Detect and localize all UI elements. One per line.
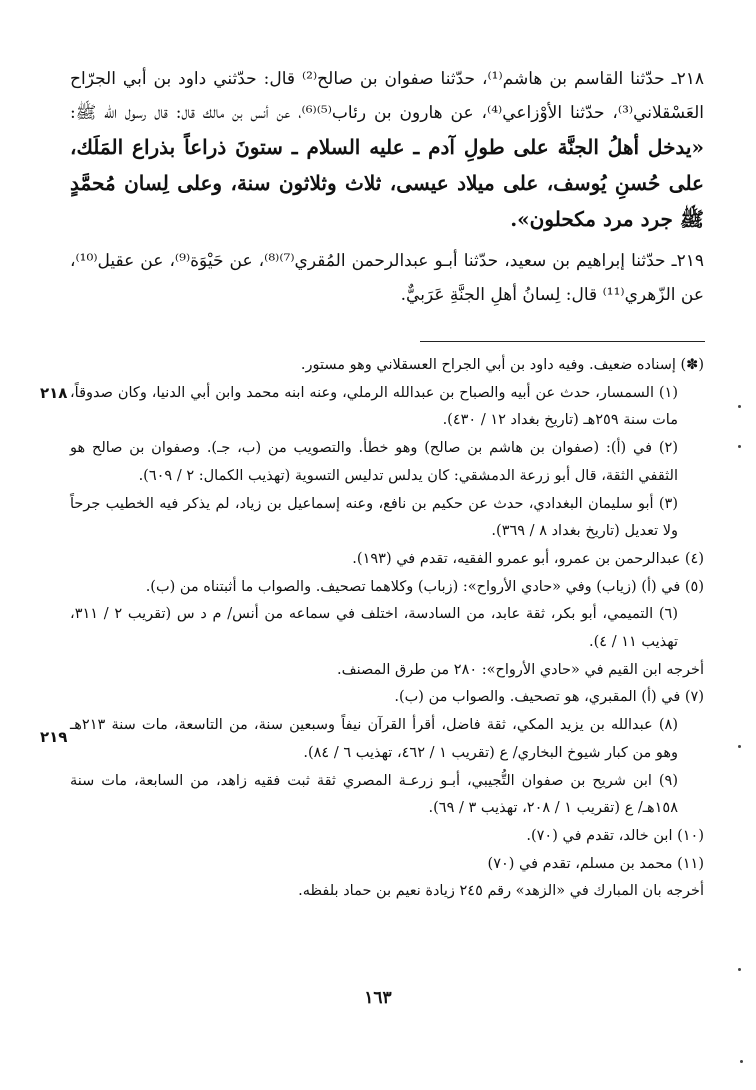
hadith-218 (70, 62, 704, 238)
scan-speck (738, 405, 741, 408)
margin-ref-219: ٢١٩ (40, 728, 68, 746)
footnote-6: (٦) التميمي، أبو بكر، ثقة عابد، من السادسة، اختلف في سماعه من أنس/ م د س (تقريب ٢ / ٣١١، تهذيب ١١ / ٤). (70, 606, 678, 651)
main-text (70, 62, 704, 318)
footnote-star: (✽) إسناده ضعيف. وفيه داود بن أبي الجراح العسقلاني وهو مستور. (300, 357, 704, 373)
takhrij-218: أخرجه ابن القيم في «حادي الأرواح»: ٢٨٠ من طرق المصنف. (336, 661, 704, 678)
page-number: ١٦٣ (364, 988, 392, 1008)
margin-ref-218: ٢١٨ (40, 384, 68, 402)
hadith-219: ٢١٩ـ حدّثنا إبراهيم بن سعيد، حدّثنا أبـو عبدالرحمن المُقري⁽⁷⁾⁽⁸⁾، عن حَيْوَة⁽⁹⁾، عن عقيل⁽¹⁰⁾، عن الزّهري⁽¹¹⁾ قال: لِسانُ أهلِ الجنَّةِ عَرَبيٌّ. (70, 251, 705, 305)
footnote-4: (٤) عبدالرحمن بن عمرو، أبو عمرو الفقيه، تقدم في (١٩٣). (352, 550, 704, 567)
scan-speck (738, 745, 741, 748)
footnote-2: (٢) في (أ): (صفوان بن هاشم بن صالح) وهو خطأ. والتصويب من (ب، جـ). وصفوان بن صالح هو الثقفي الثقة، قال أبو زرعة الدمشقي: كان يدلس تدليس التسوية (تهذيب الكمال: ٢ / ٦٠٩). (70, 440, 678, 484)
footnote-1: (١) السمسار، حدث عن أبيه والصباح بن عبدالله الرملي، وعنه ابنه محمد وابن أبي الدنيا، وكان صدوقاً، مات سنة ٢٥٩هـ (تاريخ بغداد ١٢ / ٤٣٠). (70, 384, 678, 429)
footnote-8: (٨) عبدالله بن يزيد المكي، ثقة فاضل، أقرأ القرآن نيفاً وسبعين سنة، من التاسعة، مات سنة ٢١٣هـ وهو من كبار شيوخ البخاري/ ع (تقريب ١ / ٤٦٢، تهذيب ٦ / ٨٤). (70, 717, 678, 761)
footnote-3: (٣) أبو سليمان البغدادي، حدث عن حكيم بن نافع، وعنه إسماعيل بن زياد، لم يذكر فيه الخطيب جرحاً ولا تعديل (تاريخ بغداد ٨ / ٣٦٩). (70, 495, 678, 540)
footnote-7: (٧) في (أ) المقبري، هو تصحيف. والصواب من (ب). (394, 689, 704, 706)
takhrij-219: أخرجه بان المبارك في «الزهد» رقم ٢٤٥ زيادة نعيم بن حماد بلفظه. (298, 883, 704, 900)
scan-speck (740, 1060, 743, 1063)
footnotes (70, 352, 704, 906)
footnote-10: (١٠) ابن خالد، تقدم في (٧٠). (526, 827, 704, 844)
footnote-divider (420, 341, 705, 342)
hadith-218-matn: «يدخل أهلُ الجنَّة على طولِ آدم ـ عليه السلام ـ ستونَ ذراعاً بذراع المَلَك، على حُسنِ يُوسف، على ميلاد عيسى، ثلاث وثلاثون سنة، وعلى لِسان مُحمَّدٍ ﷺ جرد مرد مكحلون». (70, 135, 704, 231)
scan-speck (738, 445, 741, 448)
footnote-9: (٩) ابن شريح بن صفوان التُّجيبي، أبـو زرعـة المصري ثقة ثبت فقيه زاهد، من السابعة، مات سنة ١٥٨هـ/ ع (تقريب ١ / ٢٠٨، تهذيب ٣ / ٦٩). (70, 772, 678, 817)
footnote-5: (٥) في (أ) (زياب) وفي «حادي الأرواح»: (زباب) وكلاهما تصحيف. والصواب ما أثبتناه من (ب). (145, 578, 704, 595)
footnote-11: (١١) محمد بن مسلم، تقدم في (٧٠) (487, 855, 704, 872)
scan-speck (738, 968, 741, 971)
hadith-218-isnad: ٢١٨ـ حدّثنا القاسم بن هاشم⁽¹⁾، حدّثنا صفوان بن صالح⁽²⁾ قال: حدّثني داود بن أبي الجرّاح العَسْقلاني⁽³⁾، حدّثنا الأوْزاعي⁽⁴⁾، عن هارون بن رئاب⁽⁵⁾⁽⁶⁾، عن أنس بن مالك قال: قال رسول الله ﷺ: (70, 69, 705, 123)
